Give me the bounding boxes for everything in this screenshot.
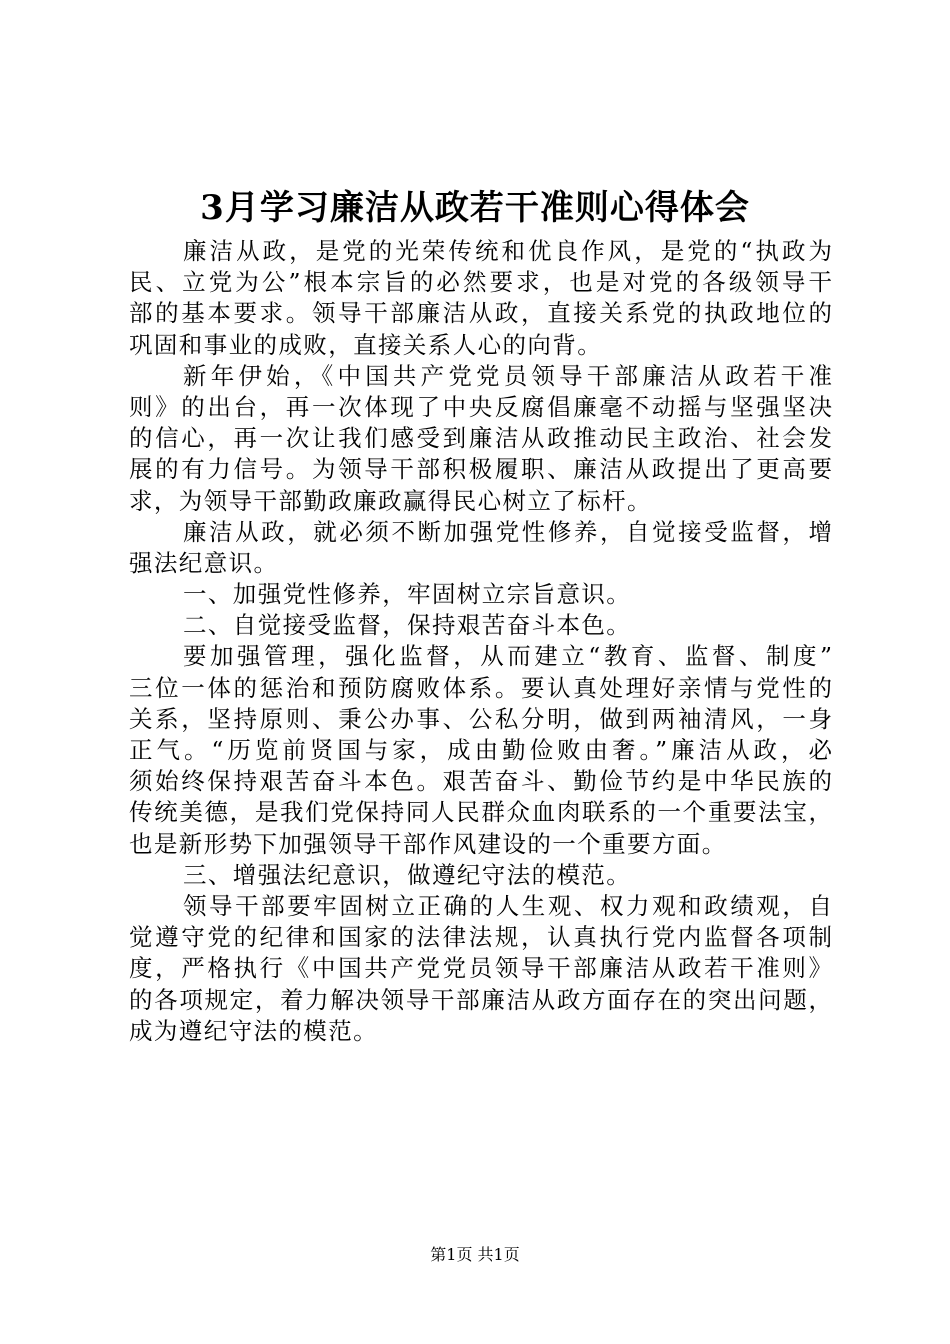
text-line: 求，为领导干部勤政廉政赢得民心树立了标杆。 [129, 486, 652, 515]
text-line: 新年伊始，《中国共产党党员领导干部廉洁从政若干准 [183, 361, 832, 390]
text-line: 度，严格执行《中国共产党党员领导干部廉洁从政若干准则》 [129, 954, 832, 983]
text-line: 觉遵守党的纪律和国家的法律法规，认真执行党内监督各项制 [129, 923, 832, 952]
text-line: 正气。“历览前贤国与家，成由勤俭败由奢。”廉洁从政，必 [129, 736, 832, 764]
text-line: 巩固和事业的成败，直接关系人心的向背。 [129, 330, 603, 359]
text-line: 的信心，再一次让我们感受到廉洁从政推动民主政治、社会发 [129, 424, 832, 453]
section-heading: 一、加强党性修养，牢固树立宗旨意识。 [183, 580, 632, 609]
page-number-footer: 第1页 共1页 [430, 1245, 520, 1264]
text-line: 三位一体的惩治和预防腐败体系。要认真处理好亲情与党性的 [129, 673, 832, 702]
text-line: 廉洁从政，是党的光荣传统和优良作风，是党的“执政为 [183, 237, 832, 265]
document-title: 3月学习廉洁从政若干准则心得体会 [200, 188, 750, 228]
text-line: 成为遵纪守法的模范。 [129, 1016, 378, 1045]
text-line: 展的有力信号。为领导干部积极履职、廉洁从政提出了更高要 [129, 455, 832, 484]
text-line: 民、立党为公”根本宗旨的必然要求，也是对党的各级领导干 [129, 268, 832, 297]
section-heading: 三、增强法纪意识，做遵纪守法的模范。 [183, 860, 632, 889]
text-line: 领导干部要牢固树立正确的人生观、权力观和政绩观，自 [183, 891, 832, 920]
text-line: 的各项规定，着力解决领导干部廉洁从政方面存在的突出问题， [129, 985, 832, 1014]
text-line: 部的基本要求。领导干部廉洁从政，直接关系党的执政地位的 [129, 299, 832, 328]
text-line: 须始终保持艰苦奋斗本色。艰苦奋斗、勤俭节约是中华民族的 [129, 767, 832, 796]
text-line: 廉洁从政，就必须不断加强党性修养，自觉接受监督，增 [183, 517, 832, 546]
document-body [129, 236, 832, 1047]
text-line: 要加强管理，强化监督，从而建立“教育、监督、制度” [183, 642, 832, 671]
text-line: 则》的出台，再一次体现了中央反腐倡廉毫不动摇与坚强坚决 [129, 392, 832, 421]
section-heading: 二、自觉接受监督，保持艰苦奋斗本色。 [183, 611, 632, 640]
text-line: 强法纪意识。 [129, 548, 279, 577]
text-line: 传统美德，是我们党保持同人民群众血肉联系的一个重要法宝， [129, 798, 832, 827]
text-line: 也是新形势下加强领导干部作风建设的一个重要方面。 [129, 829, 727, 858]
text-line: 关系，坚持原则、秉公办事、公私分明，做到两袖清风，一身 [129, 704, 832, 733]
